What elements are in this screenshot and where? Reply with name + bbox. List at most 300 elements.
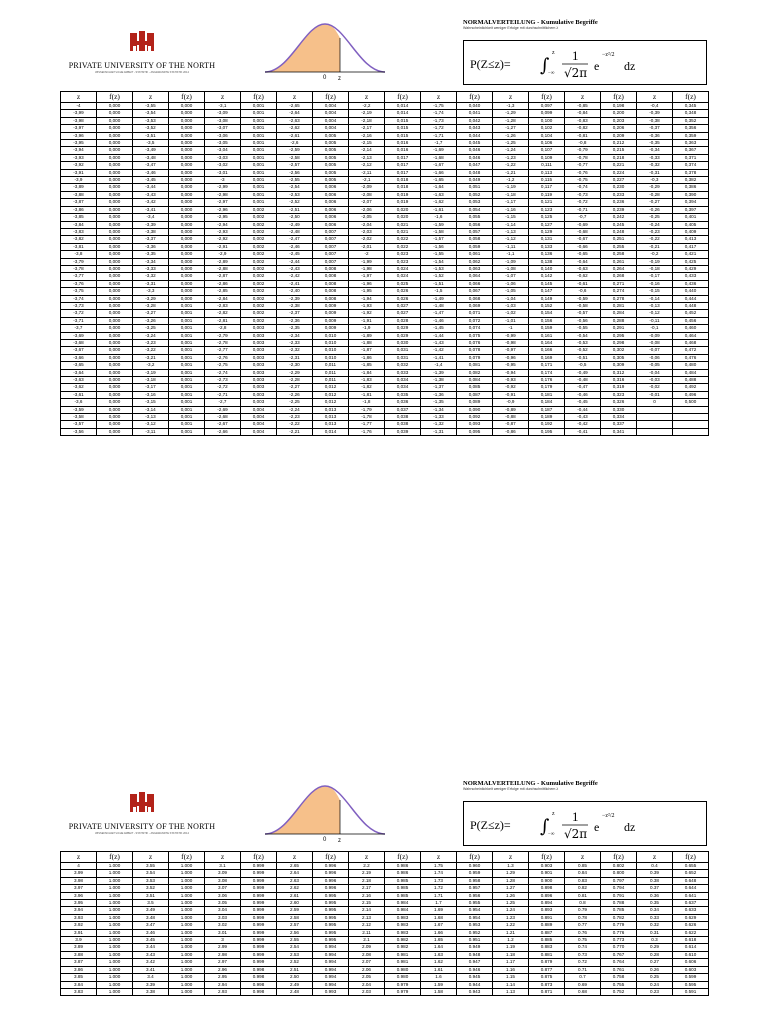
fz-cell: 0.626 xyxy=(673,922,709,929)
fz-cell: 0,027 xyxy=(385,310,421,317)
fz-cell: 0,028 xyxy=(385,317,421,324)
z-cell: -1,97 xyxy=(349,273,385,280)
fz-cell: 0,011 xyxy=(313,362,349,369)
fz-cell: 0.767 xyxy=(601,951,637,958)
fz-cell: 0,000 xyxy=(169,243,205,250)
fz-cell: 0.959 xyxy=(457,870,493,877)
fz-cell: 0,000 xyxy=(169,258,205,265)
fz-cell: 0.599 xyxy=(673,974,709,981)
fz-cell: 0,003 xyxy=(241,391,277,398)
z-cell: -0,01 xyxy=(637,391,673,398)
table-row xyxy=(61,221,709,228)
fz-cell: 0,006 xyxy=(313,206,349,213)
z-cell: -3,21 xyxy=(133,354,169,361)
fz-cell: 0,000 xyxy=(97,332,133,339)
table-row xyxy=(61,288,709,295)
fz-cell: 0,236 xyxy=(601,199,637,206)
z-cell: -1,79 xyxy=(349,406,385,413)
university-logo-2 xyxy=(62,791,222,835)
z-cell: -2,9 xyxy=(205,251,241,258)
fz-cell: 0,221 xyxy=(601,162,637,169)
table-row xyxy=(61,325,709,332)
fz-cell: 0,000 xyxy=(97,265,133,272)
fz-cell: 1.000 xyxy=(97,937,133,944)
z-cell: -3,75 xyxy=(61,288,97,295)
fz-cell: 0,003 xyxy=(241,362,277,369)
fz-cell: 0,036 xyxy=(385,399,421,406)
z-cell: -2,29 xyxy=(277,369,313,376)
fz-cell: 0,005 xyxy=(313,132,349,139)
table-row xyxy=(61,974,709,981)
z-cell: 2.17 xyxy=(349,885,385,892)
fz-cell: 0,326 xyxy=(601,399,637,406)
z-cell: -2,05 xyxy=(349,214,385,221)
z-cell: 1.2 xyxy=(493,937,529,944)
column-header-z: z xyxy=(133,92,169,103)
z-cell: 0.36 xyxy=(637,892,673,899)
z-cell: -2,61 xyxy=(277,132,313,139)
fz-cell: 0.980 xyxy=(385,966,421,973)
z-cell: -3,35 xyxy=(133,251,169,258)
fz-cell: 0,039 xyxy=(385,428,421,435)
column-header-z: z xyxy=(493,852,529,863)
info-description: Wahrscheinlichkeit weniger Erfolge mit durchschnittlichem λ xyxy=(463,787,559,791)
z-cell: -1,83 xyxy=(349,377,385,384)
z-cell: -3,28 xyxy=(133,302,169,309)
fz-cell: 0,069 xyxy=(457,302,493,309)
fz-cell: 0,152 xyxy=(529,302,565,309)
fz-cell: 0.900 xyxy=(529,877,565,884)
fz-cell: 0,159 xyxy=(529,325,565,332)
fz-cell: 0,189 xyxy=(529,414,565,421)
column-header-fz: f(z) xyxy=(601,852,637,863)
fz-cell: 0.952 xyxy=(457,929,493,936)
fz-cell: 0.794 xyxy=(601,885,637,892)
z-cell: -3,92 xyxy=(61,162,97,169)
z-cell: -1,75 xyxy=(421,103,457,110)
fz-cell: 0,031 xyxy=(385,354,421,361)
fz-cell: 0.985 xyxy=(385,885,421,892)
fz-cell: 0,472 xyxy=(673,347,709,354)
fz-cell: 0,000 xyxy=(169,273,205,280)
table-row xyxy=(61,147,709,154)
fz-cell: 0.996 xyxy=(313,870,349,877)
z-cell: -0,36 xyxy=(637,132,673,139)
fz-cell: 0,187 xyxy=(529,406,565,413)
fz-cell: 0,181 xyxy=(529,391,565,398)
z-cell: -2,33 xyxy=(277,340,313,347)
z-cell: -4 xyxy=(61,103,97,110)
z-cell: -3,25 xyxy=(133,325,169,332)
fz-cell: 0,004 xyxy=(241,414,277,421)
z-cell: -1,86 xyxy=(349,354,385,361)
fz-cell: 0,001 xyxy=(169,369,205,376)
fz-cell: 0,127 xyxy=(529,221,565,228)
z-cell: -3,66 xyxy=(61,354,97,361)
z-cell: -0,27 xyxy=(637,199,673,206)
positive-z-table xyxy=(60,851,709,996)
fz-cell: 0.960 xyxy=(457,863,493,870)
fz-cell: 0,021 xyxy=(385,221,421,228)
fz-cell: 0,261 xyxy=(601,258,637,265)
fz-cell: 0,133 xyxy=(529,243,565,250)
fz-cell: 0,002 xyxy=(241,280,277,287)
fz-cell: 0,014 xyxy=(313,428,349,435)
column-header-z: z xyxy=(61,92,97,103)
z-cell: -3 xyxy=(205,177,241,184)
z-cell: 3.83 xyxy=(61,988,97,995)
fz-cell: 0,004 xyxy=(313,125,349,132)
fz-cell: 0,014 xyxy=(385,103,421,110)
fz-cell: 0,000 xyxy=(97,132,133,139)
z-cell: 2.60 xyxy=(277,900,313,907)
fz-cell: 0.995 xyxy=(313,900,349,907)
z-cell: 0.27 xyxy=(637,959,673,966)
z-cell: -3,83 xyxy=(61,228,97,235)
z-cell: -3,2 xyxy=(133,362,169,369)
fz-cell: 0,000 xyxy=(97,236,133,243)
fz-cell: 0,367 xyxy=(673,147,709,154)
z-cell: -1,21 xyxy=(493,169,529,176)
z-cell: 2.65 xyxy=(277,863,313,870)
fz-cell: 0,048 xyxy=(457,169,493,176)
curve-label-zero: 0 xyxy=(323,75,327,80)
z-cell: -3,59 xyxy=(61,406,97,413)
z-cell: -1,63 xyxy=(421,191,457,198)
fz-cell: 0,000 xyxy=(97,221,133,228)
z-cell: 2.51 xyxy=(277,966,313,973)
z-cell: 1.62 xyxy=(421,959,457,966)
z-cell: -1,41 xyxy=(421,354,457,361)
fz-cell: 0,421 xyxy=(673,251,709,258)
fz-cell: 0,015 xyxy=(385,117,421,124)
z-cell: 2.95 xyxy=(205,974,241,981)
z-cell: -2,27 xyxy=(277,384,313,391)
fz-cell: 0,000 xyxy=(97,154,133,161)
z-cell: 0.4 xyxy=(637,863,673,870)
z-cell: -1,51 xyxy=(421,280,457,287)
table-row xyxy=(61,369,709,376)
fz-cell: 0,046 xyxy=(457,154,493,161)
z-cell: -2,47 xyxy=(277,236,313,243)
z-cell: -1,38 xyxy=(421,377,457,384)
z-cell: -2 xyxy=(349,251,385,258)
fz-cell: 0,166 xyxy=(529,347,565,354)
z-cell: -1,39 xyxy=(421,369,457,376)
fz-cell: 0.994 xyxy=(313,951,349,958)
z-cell: -1,49 xyxy=(421,295,457,302)
fz-cell: 0,206 xyxy=(601,125,637,132)
z-cell: -2,28 xyxy=(277,377,313,384)
z-cell: -1,67 xyxy=(421,162,457,169)
fz-cell: 0,001 xyxy=(241,147,277,154)
fz-cell: 0,000 xyxy=(97,258,133,265)
z-cell: -0,86 xyxy=(493,428,529,435)
fz-cell: 0.995 xyxy=(313,907,349,914)
z-cell: -3,16 xyxy=(133,391,169,398)
fz-cell: 0.648 xyxy=(673,877,709,884)
fz-cell: 0.999 xyxy=(241,914,277,921)
fz-cell: 1.000 xyxy=(97,877,133,884)
z-cell: -0,41 xyxy=(565,428,601,435)
fz-cell: 0,000 xyxy=(169,184,205,191)
fz-cell: 0.985 xyxy=(385,892,421,899)
fz-cell: 0,002 xyxy=(241,236,277,243)
fz-cell: 0,007 xyxy=(313,228,349,235)
z-cell: -2,34 xyxy=(277,332,313,339)
fz-cell: 0.986 xyxy=(385,863,421,870)
z-cell: -1,53 xyxy=(421,265,457,272)
z-cell: -0,87 xyxy=(493,421,529,428)
fz-cell: 0,348 xyxy=(673,110,709,117)
z-cell: -0,91 xyxy=(493,391,529,398)
fz-cell: 0.983 xyxy=(385,914,421,921)
z-cell: 2.56 xyxy=(277,929,313,936)
fz-cell: 0.944 xyxy=(457,981,493,988)
z-cell: -3,13 xyxy=(133,414,169,421)
column-header-z: z xyxy=(565,92,601,103)
fz-cell: 0,068 xyxy=(457,295,493,302)
fz-cell: 0,062 xyxy=(457,258,493,265)
z-cell: 0.81 xyxy=(565,892,601,899)
z-cell: -2,79 xyxy=(205,332,241,339)
table-row xyxy=(61,914,709,921)
fz-cell: 0.999 xyxy=(241,959,277,966)
z-cell: -2,72 xyxy=(205,384,241,391)
fz-cell: 0,000 xyxy=(97,169,133,176)
z-cell: -3,64 xyxy=(61,369,97,376)
fz-cell: 0.875 xyxy=(529,974,565,981)
z-cell: -1,24 xyxy=(493,147,529,154)
z-cell: -1,1 xyxy=(493,251,529,258)
z-cell: -3,4 xyxy=(133,214,169,221)
z-cell: 1.28 xyxy=(493,877,529,884)
fz-cell: 0.873 xyxy=(529,981,565,988)
z-cell: -3,55 xyxy=(133,103,169,110)
z-cell: -2,89 xyxy=(205,258,241,265)
formula-int-upper: z xyxy=(552,50,555,56)
table-row xyxy=(61,125,709,132)
z-cell: 2.57 xyxy=(277,922,313,929)
z-cell: -0,75 xyxy=(565,177,601,184)
formula-denominator: √2π xyxy=(564,66,588,80)
fz-cell: 0,033 xyxy=(385,369,421,376)
column-header-z: z xyxy=(637,92,673,103)
z-cell: -0,23 xyxy=(637,228,673,235)
table-header-row xyxy=(61,92,709,103)
fz-cell: 0,001 xyxy=(241,140,277,147)
z-cell: -1,94 xyxy=(349,295,385,302)
fz-cell: 0,129 xyxy=(529,228,565,235)
formula-exponent: −z²/2 xyxy=(602,813,615,819)
z-cell: -1,6 xyxy=(421,214,457,221)
z-cell: -3,18 xyxy=(133,377,169,384)
fz-cell: 1.000 xyxy=(169,863,205,870)
table-row xyxy=(61,236,709,243)
column-header-z: z xyxy=(205,92,241,103)
z-cell: 3.51 xyxy=(133,892,169,899)
z-cell: 3.43 xyxy=(133,951,169,958)
fz-cell: 0.958 xyxy=(457,877,493,884)
formula-e: e xyxy=(594,59,600,73)
fz-cell: 0,005 xyxy=(313,162,349,169)
z-cell: -3,49 xyxy=(133,147,169,154)
fz-cell: 0,288 xyxy=(601,317,637,324)
fz-cell: 0,099 xyxy=(529,110,565,117)
fz-cell: 0.629 xyxy=(673,914,709,921)
fz-cell: 0.891 xyxy=(529,914,565,921)
fz-cell: 0.773 xyxy=(601,937,637,944)
fz-cell: 0,239 xyxy=(601,206,637,213)
table-row xyxy=(61,870,709,877)
fz-cell: 0.994 xyxy=(313,966,349,973)
fz-cell: 0.999 xyxy=(241,951,277,958)
z-cell: -0,52 xyxy=(565,347,601,354)
fz-cell: 0,264 xyxy=(601,265,637,272)
fz-cell: 0.986 xyxy=(385,870,421,877)
fz-cell: 0,030 xyxy=(385,340,421,347)
z-cell: -3,91 xyxy=(61,169,97,176)
fz-cell: 0,095 xyxy=(457,428,493,435)
z-cell: -3,08 xyxy=(205,117,241,124)
curve-label-zero: 0 xyxy=(323,837,327,842)
z-cell: -0,65 xyxy=(565,251,601,258)
fz-cell: 0,000 xyxy=(169,295,205,302)
fz-cell: 0,001 xyxy=(169,340,205,347)
fz-cell: 0,013 xyxy=(313,414,349,421)
z-cell: -1,95 xyxy=(349,288,385,295)
table-row xyxy=(61,406,709,413)
z-cell: 2.97 xyxy=(205,959,241,966)
z-cell: -2,91 xyxy=(205,243,241,250)
z-cell: -0,4 xyxy=(637,103,673,110)
fz-cell: 0,051 xyxy=(457,184,493,191)
fz-cell: 0.949 xyxy=(457,944,493,951)
fz-cell: 0,035 xyxy=(385,391,421,398)
fz-cell: 0,082 xyxy=(457,369,493,376)
z-cell: 1.58 xyxy=(421,988,457,995)
z-cell: -0,26 xyxy=(637,206,673,213)
fz-cell: 0,001 xyxy=(241,132,277,139)
z-cell: 3.4 xyxy=(133,974,169,981)
z-cell: 3.42 xyxy=(133,959,169,966)
fz-cell: 0,000 xyxy=(97,103,133,110)
z-cell: -1,68 xyxy=(421,154,457,161)
table-row xyxy=(61,377,709,384)
fz-cell xyxy=(673,421,709,428)
z-cell: 1.68 xyxy=(421,914,457,921)
z-cell: -3,95 xyxy=(61,140,97,147)
z-cell: 1.75 xyxy=(421,863,457,870)
fz-cell: 0,021 xyxy=(385,228,421,235)
formula-integral: ∫ xyxy=(540,55,550,76)
z-cell: 0.3 xyxy=(637,937,673,944)
fz-cell: 0,000 xyxy=(97,362,133,369)
fz-cell: 0.979 xyxy=(385,988,421,995)
z-cell: -1,4 xyxy=(421,362,457,369)
fz-cell: 0.999 xyxy=(241,892,277,899)
z-cell: 0.71 xyxy=(565,966,601,973)
z-cell: -2,02 xyxy=(349,236,385,243)
z-cell: -3,54 xyxy=(133,110,169,117)
z-cell: -2,32 xyxy=(277,347,313,354)
fz-cell: 0,001 xyxy=(241,199,277,206)
fz-cell: 0,061 xyxy=(457,251,493,258)
table-row xyxy=(61,265,709,272)
fz-cell: 0,169 xyxy=(529,354,565,361)
fz-cell: 0.994 xyxy=(313,974,349,981)
fz-cell: 0,000 xyxy=(97,347,133,354)
z-cell: -0,77 xyxy=(565,162,601,169)
fz-cell: 0.984 xyxy=(385,900,421,907)
fz-cell: 0.883 xyxy=(529,944,565,951)
fz-cell: 0,001 xyxy=(241,110,277,117)
fz-cell: 0.885 xyxy=(529,937,565,944)
table-row xyxy=(61,907,709,914)
z-cell: 0.75 xyxy=(565,937,601,944)
fz-cell: 0,003 xyxy=(241,369,277,376)
z-cell xyxy=(637,414,673,421)
z-cell: -0,76 xyxy=(565,169,601,176)
fz-cell: 0,281 xyxy=(601,302,637,309)
fz-cell: 0,409 xyxy=(673,228,709,235)
fz-cell: 0.995 xyxy=(313,914,349,921)
z-cell: -2,39 xyxy=(277,295,313,302)
z-cell: -2,18 xyxy=(349,117,385,124)
z-cell: -2,93 xyxy=(205,228,241,235)
fz-cell: 0,052 xyxy=(457,191,493,198)
fz-cell: 0.996 xyxy=(313,863,349,870)
z-cell: -0,73 xyxy=(565,191,601,198)
z-cell: -3,27 xyxy=(133,310,169,317)
z-cell: -0,94 xyxy=(493,369,529,376)
z-cell: -0,14 xyxy=(637,295,673,302)
fz-cell: 0,397 xyxy=(673,206,709,213)
fz-cell: 0,000 xyxy=(97,206,133,213)
fz-cell: 0.999 xyxy=(241,922,277,929)
fz-cell: 0,004 xyxy=(241,421,277,428)
fz-cell: 0,017 xyxy=(385,154,421,161)
fz-cell: 0,284 xyxy=(601,310,637,317)
z-cell: -2,99 xyxy=(205,184,241,191)
fz-cell: 0,000 xyxy=(97,369,133,376)
z-cell: -0,22 xyxy=(637,236,673,243)
z-cell: -1,11 xyxy=(493,243,529,250)
fz-cell: 1.000 xyxy=(97,892,133,899)
z-cell: 0.83 xyxy=(565,877,601,884)
z-cell: 0.34 xyxy=(637,907,673,914)
fz-cell: 0,006 xyxy=(313,191,349,198)
column-header-z: z xyxy=(421,92,457,103)
fz-cell: 0,352 xyxy=(673,117,709,124)
fz-cell: 0,001 xyxy=(241,177,277,184)
fz-cell: 0,000 xyxy=(169,169,205,176)
z-cell: -0,96 xyxy=(493,354,529,361)
z-cell: -2,62 xyxy=(277,125,313,132)
fz-cell: 0.995 xyxy=(313,922,349,929)
fz-cell: 0,000 xyxy=(97,214,133,221)
z-cell: -0,07 xyxy=(637,347,673,354)
z-cell: -0,69 xyxy=(565,221,601,228)
z-cell: -0,39 xyxy=(637,110,673,117)
fz-cell: 1.000 xyxy=(97,966,133,973)
z-cell: -0,61 xyxy=(565,280,601,287)
z-cell: -1,27 xyxy=(493,125,529,132)
z-cell: -1,23 xyxy=(493,154,529,161)
fz-cell: 1.000 xyxy=(169,959,205,966)
z-cell: 3.98 xyxy=(61,877,97,884)
normal-curve-graphic xyxy=(260,20,390,80)
